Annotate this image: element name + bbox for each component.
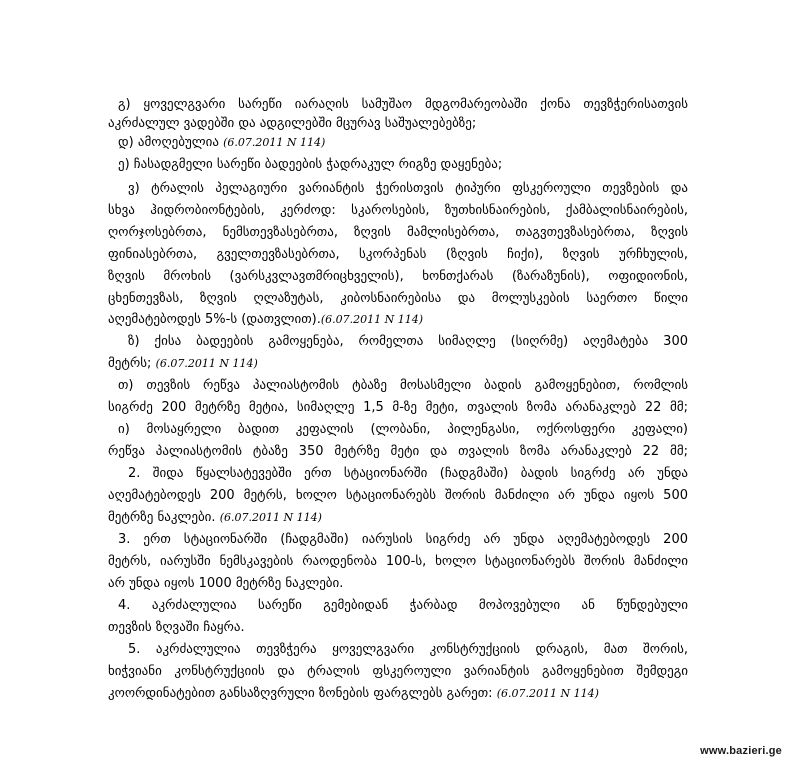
text-line: აკრძალულ ვადებში და ადგილებში მცურავ საშუალებებზე; [108,116,477,131]
text-line: ფინიასებრთა, გველთევზასებრთა, სკორპენას (ზღვის ჩიქი), ზღვის ურჩხულის, [108,247,688,262]
text-line: ზღვის მროხის (ვარსკვლავთმრიცხველის), ხონთქარას (ზარაზუნის), ოფიდიონის, [108,269,688,284]
amendment-ref: (6.07.2011 N 114) [219,511,322,524]
text-line: ე) ჩასადგმელი სარეწი ბადეების ჭადრაკულ რიგზე დაყენება; [118,157,503,172]
text-line: ზ) ქისა ბადეების გამოყენება, რომელთა სიმაღლე (სიღრმე) აღემატება 300 [128,334,688,349]
text-line: თევზის ზღვაში ჩაყრა. [108,620,245,635]
text-line: კოორდინატებით განსაზღვრული ზონების ფარგლებს გარეთ: (6.07.2011 N 114) [108,686,599,701]
text-line: აღემატებოდეს 200 მეტრს, ხოლო სტაციონარებს შორის მანძილი არ უნდა იყოს 500 [108,488,688,503]
text-line: 5. აკრძალულია თევზჭერა ყოველგვარი კონსტრუქციის დრაგის, მათ შორის, [128,642,688,657]
text-line: 3. ერთ სტაციონარში (ჩადგმაში) იარუსის სიგრძე არ უნდა აღემატებოდეს 200 [118,532,688,547]
text-line: არ უნდა იყოს 1000 მეტრზე ნაკლები. [108,576,344,591]
text-line: ვ) ტრალის პელაგიური ვარიანტის ჭერისთვის ტიპური ფსკეროული თევზების და [128,181,688,196]
text-line: დ) ამოღებულია (6.07.2011 N 114) [118,135,326,150]
text-line: სიგრძე 200 მეტრზე მეტია, სიმაღლე 1,5 მ-ზე მეტი, თვალის ზომა არანაკლებ 22 მმ; [108,400,688,415]
text-line: მეტრზე ნაკლები. (6.07.2011 N 114) [108,510,322,525]
text-line: მეტრს; (6.07.2011 N 114) [108,356,258,371]
amendment-ref: (6.07.2011 N 114) [496,687,599,700]
text-line: მეტრს, იარუსში ნემსკავების რაოდენობა 100-ს, ხოლო სტაციონარებს შორის მანძილი [108,554,688,569]
amendment-ref: (6.07.2011 N 114) [320,313,424,326]
text-line: გ) ყოველგვარი სარეწი იარაღის სამუშაო მდგომარეობაში ქონა თევზჭერისათვის [118,97,688,112]
text-line: რეწვა პალიასტომის ტბაზე 350 მეტრზე მეტი და თვალის ზომა არანაკლებ 22 მმ; [108,444,688,459]
text-line: ხიჭვიანი კონსტრუქციის და ტრალის ფსკეროული ვარიანტის გამოყენებით შემდეგი [108,664,688,679]
amendment-ref: (6.07.2011 N 114) [155,357,258,370]
text-line: ღორჯოსებრთა, ნემსთევზასებრთა, ზღვის მამლისებრთა, თაგვთევზასებრთა, ზღვის [108,225,688,240]
text-line: აღემატებოდეს 5%-ს (დათვლით).(6.07.2011 N 114) [108,312,424,327]
text-line: სხვა ჰიდრობიონტების, კერძოდ: სკაროსების, ზუთხისნაირების, ქამბალისნაირების, [108,203,688,218]
site-watermark: www.bazieri.ge [700,745,782,757]
text-line: 4. აკრძალულია სარეწი გემებიდან ჭარბად მოპოვებული ან წუნდებული [118,598,688,613]
text-line: ი) მოსაყრელი ბადით კეფალის (ლობანი, პილენგასი, ოქროსფერი კეფალი) [118,422,688,437]
text-line: თ) თევზის რეწვა პალიასტომის ტბაზე მოსასმელი ბადის გამოყენებით, რომლის [118,378,688,393]
amendment-ref: (6.07.2011 N 114) [223,136,326,149]
text-line: 2. შიდა წყალსატევებში ერთ სტაციონარში (ჩადგმაში) ბადის სიგრძე არ უნდა [128,466,688,481]
text-line: ცხენთევზას, ზღვის ღლაზუტას, კიბოსნაირებისა და მოლუსკების საერთო წილი [108,291,688,306]
